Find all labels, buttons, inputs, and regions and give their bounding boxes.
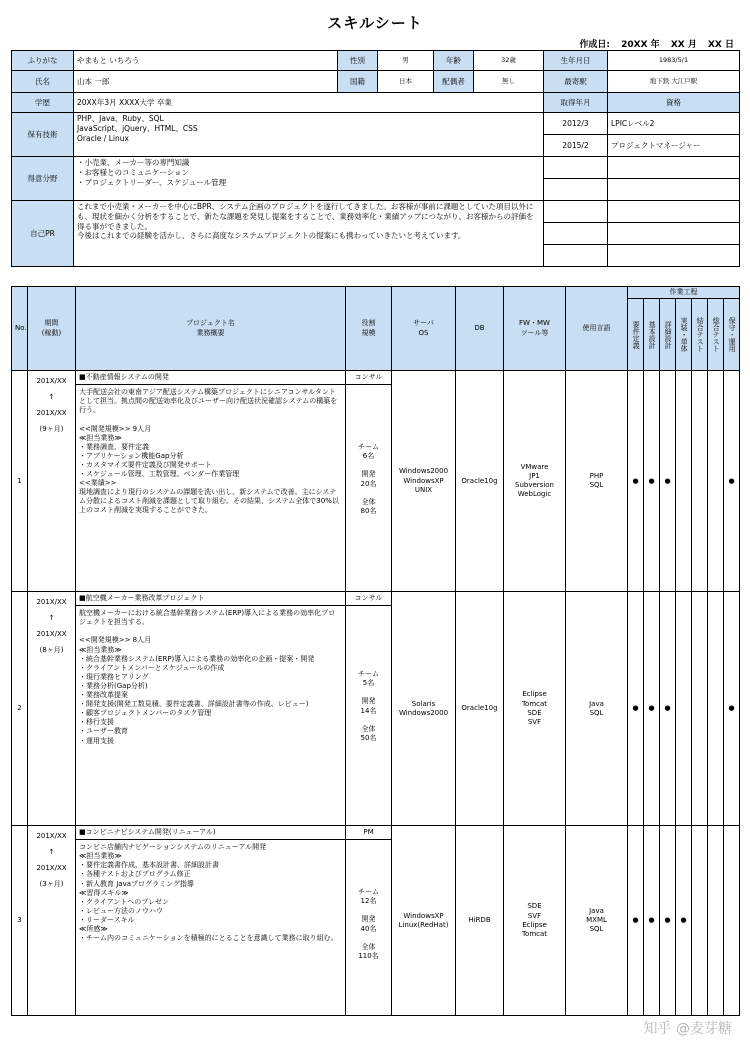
gender-value: 男 xyxy=(378,51,434,71)
header-project: プロジェクト名 業務概要 xyxy=(76,287,346,371)
name-label: 氏名 xyxy=(12,71,74,93)
pr-label: 自己PR xyxy=(12,201,74,267)
project-period: 201X/XX ↑ 201X/XX (8ヶ月) xyxy=(28,592,76,826)
project-server: Solaris Windows2000 xyxy=(392,592,456,826)
age-label: 年齢 xyxy=(434,51,474,71)
table-row xyxy=(12,371,740,592)
project-detail xyxy=(76,371,346,592)
header-phase: 総合テスト xyxy=(708,299,724,371)
table-row xyxy=(12,826,740,1016)
project-scale: チーム 6名 開発 20名 全体 80名 xyxy=(358,443,379,515)
project-lang: PHP SQL xyxy=(566,371,628,592)
phase-mark: ● xyxy=(724,592,740,826)
header-phase: 要件定義 xyxy=(628,299,644,371)
cert-name-empty xyxy=(608,245,740,267)
pr-value: これまで小売業・メーカーを中心にBPR、システム企画のプロジェクトを遂行してきました。お客様が事前に課題としていた項目以外にも、現状を細かく分析をすることで、新たな課題を発見し提案をすることで、業務効率化・業績アップにつながり、お客様からの評価を得る事ができました。 今後はこれまでの経験を活かし、さらに高度なシステムプロジェクトの提案にも携わっていきたいと考えています。 xyxy=(74,201,544,267)
table-row xyxy=(12,592,740,826)
phase-mark: ● xyxy=(724,371,740,592)
project-scale: チーム 5名 開発 14名 全体 50名 xyxy=(358,670,379,742)
gender-label: 性別 xyxy=(338,51,378,71)
qualification-label: 資格 xyxy=(608,93,740,113)
cert-date-empty xyxy=(544,223,608,245)
header-fw: FW・MW ツール等 xyxy=(504,287,566,371)
project-db: HiRDB xyxy=(456,826,504,1016)
project-role: コンサル チーム 5名 開発 14名 全体 50名 xyxy=(346,592,392,826)
cert-date-empty xyxy=(544,157,608,179)
header-phase: 保守・運用 xyxy=(724,299,740,371)
cert-name-empty xyxy=(608,157,740,179)
phase-mark xyxy=(708,592,724,826)
project-name: ■コンビニナビシステム開発(リニューアル) xyxy=(76,826,345,840)
project-period: 201X/XX ↑ 201X/XX (9ヶ月) xyxy=(28,371,76,592)
phase-mark: ● xyxy=(660,592,676,826)
project-name: ■不動産情報システムの開発 xyxy=(76,371,345,385)
expertise-label: 得意分野 xyxy=(12,157,74,201)
phase-mark: ● xyxy=(644,592,660,826)
phase-mark xyxy=(676,592,692,826)
phase-mark: ● xyxy=(644,371,660,592)
phase-mark: ● xyxy=(628,826,644,1016)
education-value: 20XX年3月 XXXX大学 卒業 xyxy=(74,93,544,113)
project-fw: Eclipse Tomcat SDE SVF xyxy=(504,592,566,826)
cert-name-empty xyxy=(608,201,740,223)
phase-mark xyxy=(724,826,740,1016)
education-label: 学歴 xyxy=(12,93,74,113)
page-title: スキルシート xyxy=(327,14,423,32)
project-db: Oracle10g xyxy=(456,592,504,826)
header-phase: 結合テスト xyxy=(692,299,708,371)
spouse-value: 無し xyxy=(474,71,544,93)
cert-date: 2015/2 xyxy=(544,135,608,157)
phase-mark: ● xyxy=(628,592,644,826)
project-detail xyxy=(76,826,346,1016)
cert-name-empty xyxy=(608,179,740,201)
project-period: 201X/XX ↑ 201X/XX (3ヶ月) xyxy=(28,826,76,1016)
created-label: 作成日: xyxy=(579,40,610,50)
project-name: ■航空機メーカー業務改革プロジェクト xyxy=(76,592,345,606)
project-no: 1 xyxy=(12,371,28,592)
expertise-value: ・小売業、メーカー等の専門知識 ・お客様とのコミュニケーション ・プロジェクトリーダー、スケジュール管理 xyxy=(74,157,544,201)
project-server: WindowsXP Linux(RedHat) xyxy=(392,826,456,1016)
project-lang: Java SQL xyxy=(566,592,628,826)
phase-mark: ● xyxy=(660,826,676,1016)
header-phase: 詳細設計 xyxy=(660,299,676,371)
header-phase: 実装・単体 xyxy=(676,299,692,371)
project-scale: チーム 12名 開発 40名 全体 110名 xyxy=(358,888,379,960)
header-period: 期間 (稼動) xyxy=(28,287,76,371)
name-value: 山本 一郎 xyxy=(74,71,338,93)
project-desc: コンビニ店舗内ナビゲーションシステムのリニューアル開発 ≪担当業務≫ ・要件定義書作成、基本設計書、詳細設計書 ・各種テストおよびプログラム修正 ・新人教育 Javaプログラミング指導 ≪習得スキル≫ ・クライアントへのプレゼン ・レビュー方法のノウハウ ・リーダースキル ≪所感≫ ・チーム内のコミュニケーションを積極的にとることを意識して業務に取り組む。 xyxy=(79,843,338,943)
created-day: XX 日 xyxy=(707,40,734,50)
header-process: 作業工程 xyxy=(628,287,740,299)
project-detail xyxy=(76,592,346,826)
phase-mark xyxy=(692,371,708,592)
skills-label: 保有技術 xyxy=(12,113,74,157)
watermark: 知乎 @麦芽糖 xyxy=(643,1021,732,1037)
phase-mark xyxy=(692,826,708,1016)
phase-mark: ● xyxy=(644,826,660,1016)
project-role: コンサル チーム 6名 開発 20名 全体 80名 xyxy=(346,371,392,592)
created-year: 20XX 年 xyxy=(621,40,660,50)
phase-mark xyxy=(708,371,724,592)
phase-mark: ● xyxy=(660,371,676,592)
station-label: 最寄駅 xyxy=(544,71,608,93)
furigana-value: やまもと いちろう xyxy=(74,51,338,71)
project-lang: Java MXML SQL xyxy=(566,826,628,1016)
cert-name: LPICレベル2 xyxy=(608,113,740,135)
cert-date-empty xyxy=(544,201,608,223)
phase-mark xyxy=(692,592,708,826)
header-phase: 基本設計 xyxy=(644,299,660,371)
skills-value: PHP、Java、Ruby、SQL JavaScript、jQuery、HTML、CSS Oracle / Linux xyxy=(74,113,544,157)
project-fw: SDE SVF Eclipse Tomcat xyxy=(504,826,566,1016)
phase-mark xyxy=(708,826,724,1016)
nationality-label: 国籍 xyxy=(338,71,378,93)
phase-mark: ● xyxy=(628,371,644,592)
created-date xyxy=(571,37,734,50)
project-role: PM チーム 12名 開発 40名 全体 110名 xyxy=(346,826,392,1016)
header-role: 役割 規模 xyxy=(346,287,392,371)
profile-table xyxy=(11,50,740,267)
header-server: サーバ OS xyxy=(392,287,456,371)
cert-date-empty xyxy=(544,245,608,267)
acquired-label: 取得年月 xyxy=(544,93,608,113)
birth-value: 1983/5/1 xyxy=(608,51,740,71)
project-desc: 大手配送会社の東南アジア配送システム構築プロジェクトにシニアコンサルタントとして担当。拠点間の配送効率化及びユーザー向け配送状況確認システムの構築を行う。 <<開発規模>> 9人月 ≪担当業務≫ ・業務調査、要件定義 ・アプリケーション機能Gap分析 ・カスタマイズ要件定義及び開発サポート ・スケジュール管理、工数管理、ベンダー作業管理 <<業績>> 現地調査により現行のシステムの課題を洗い出し、新システムで改善。主にシステム分散によるコスト削減を課題として取り組む。その結果、システム全体で30%以上のコスト削減を実現することができた。 xyxy=(79,388,339,515)
cert-date: 2012/3 xyxy=(544,113,608,135)
cert-name: プロジェクトマネージャー xyxy=(608,135,740,157)
project-server: Windows2000 WindowsXP UNIX xyxy=(392,371,456,592)
spouse-label: 配偶者 xyxy=(434,71,474,93)
station-value: 地下鉄 大江戸駅 xyxy=(608,71,740,93)
project-desc: 航空機メーカーにおける統合基幹業務システム(ERP)導入による業務の効率化プロジェクトを担当する。 <<開発規模>> 8人月 ≪担当業務≫ ・統合基幹業務システム(ERP)導入による業務の効率化の企画・提案・開発 ・クライアントメンバーとスケジュールの作成 ・現行業務ヒアリング ・業務分析(Gap分析) ・業務改革提案 ・開発支援(開発工数見積、要件定義書、詳細設計書等の作成、レビュー) ・顧客プロジェクトメンバーのタスク管理 ・移行支援 ・ユーザー教育 ・運用支援 xyxy=(79,609,336,745)
nationality-value: 日本 xyxy=(378,71,434,93)
cert-date-empty xyxy=(544,179,608,201)
phase-mark xyxy=(676,371,692,592)
project-no: 3 xyxy=(12,826,28,1016)
birth-label: 生年月日 xyxy=(544,51,608,71)
created-month: XX 月 xyxy=(670,40,697,50)
header-db: DB xyxy=(456,287,504,371)
header-lang: 使用言語 xyxy=(566,287,628,371)
header-no: No. xyxy=(12,287,28,371)
project-no: 2 xyxy=(12,592,28,826)
age-value: 32歳 xyxy=(474,51,544,71)
phase-mark: ● xyxy=(676,826,692,1016)
project-db: Oracle10g xyxy=(456,371,504,592)
projects-table xyxy=(11,286,740,1016)
cert-name-empty xyxy=(608,223,740,245)
furigana-label: ふりがな xyxy=(12,51,74,71)
project-fw: VMware JP1 Subversion WebLogic xyxy=(504,371,566,592)
